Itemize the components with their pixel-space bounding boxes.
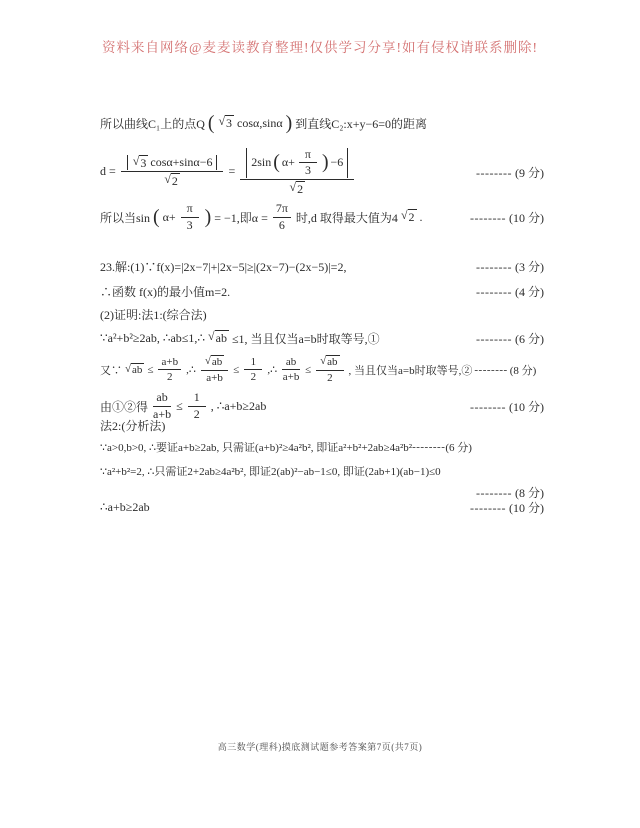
radical-sign: √ [132,154,140,169]
text-segment: −6 [330,154,344,169]
score-mark [468,330,544,347]
sqrt-radical [133,155,149,170]
radical-sign: √ [218,114,226,129]
text-segment: ≤ [233,363,240,376]
text-segment: ,∴ [186,364,196,377]
big-paren-left: ( [273,151,280,174]
text-segment: 时,d 取得最大值为4 [295,210,398,225]
line-min-value [100,282,544,300]
numerator [316,355,343,371]
leader-dots: -------- [474,363,508,376]
sqrt-radical [208,330,229,345]
score-value: (10 分) [509,210,544,225]
radicand: 2 [297,182,304,197]
leader-dots: -------- [476,485,512,500]
denominator: a+b [153,406,172,421]
radical-sign: √ [204,355,211,368]
abs-bar [347,148,348,179]
line-sqrt-inequality-step [100,352,544,388]
text-segment: ∴函数 f(x)的最小值m=2. [100,284,231,299]
text-segment: ∵a>0,b>0, ∴要证a+b≥2ab, 只需证(a+b)²≥4a²b², 即证a²+b²+2ab≥4a²b² [100,442,413,454]
denominator: 3 [304,163,311,178]
line-amgm-step [100,327,544,349]
score-value: (8 分) [509,364,537,377]
score-value: (10 分) [509,399,544,414]
radicand: ab [211,356,223,369]
leader-dots: -------- [476,331,512,346]
score-mark [462,398,544,415]
numerator: a+b [158,356,181,371]
leader-dots: -------- [476,284,512,299]
fraction [240,148,354,197]
text-segment: 由①②得 [100,399,149,414]
fraction [316,355,343,385]
text-segment: 法2:(分析法) [100,418,166,433]
sqrt-radical [164,173,180,188]
denominator: 2 [327,372,333,385]
text-segment: 到直线C₂:x+y−6=0的距离 [295,116,428,131]
line-23-part1 [100,257,544,275]
big-paren-right: ) [285,111,293,134]
sqrt-radical [289,181,305,196]
text-segment: , 当且仅当a=b时取等号,② [348,364,473,377]
numerator: π [181,202,199,218]
line-analysis-step2 [100,461,544,481]
text-segment: 2sin [251,154,272,169]
score-mark [462,209,544,226]
score-value: (6 分) [445,442,472,454]
radicand: ab [327,356,338,369]
line-method2-header [100,417,544,433]
numerator [240,148,354,181]
text-segment: 23.解:(1)∵f(x)=|2x−7|+|2x−5|≥|(2x−7)−(2x−5)|=2, [100,259,347,274]
text-segment: α+ [281,154,295,169]
score-mark [468,283,544,300]
denominator: 2 [250,371,257,384]
numerator: 1 [188,391,206,407]
text-segment: ,∴ [267,364,278,377]
denominator: a+b [282,371,300,384]
fraction [181,202,199,233]
radicand: 3 [226,116,233,131]
abs-bar [246,148,247,179]
text-segment: ≤ [147,363,154,376]
leader-dots: -------- [470,500,506,515]
denominator [163,172,181,188]
leader-dots: -------- [476,165,512,180]
numerator [121,155,224,172]
denominator: 2 [193,406,200,421]
fraction [158,356,181,384]
leader-dots: -------- [470,399,506,414]
text-segment: (2)证明:法1:(综合法) [100,307,207,322]
score-value: (3 分) [515,259,544,274]
sqrt-radical [218,115,234,130]
numerator: 1 [244,356,262,371]
text-segment: ≤ [305,363,312,376]
leader-dots: -------- [470,210,506,225]
copyright-notice: 资料来自网络@麦麦读教育整理!仅供学习分享!如有侵权请联系删除! [102,40,538,55]
big-paren-right: ) [204,205,212,228]
text-segment: 所以曲线C₁上的点Q [100,116,205,131]
text-segment: ∵a²+b²=2, ∴只需证2+2ab≥4a²b², 即证2(ab)²−ab−1≤0, 即证(2ab+1)(ab−1)≤0 [100,466,441,478]
text-segment: ≤ [176,398,183,413]
score-value: (8 分) [515,485,544,500]
page-footer: 高三数学(理科)摸底测试题参考答案第7页(共7页) [217,742,423,752]
score-mark [468,164,544,181]
text-segment: ≤1, 当且仅当a=b时取等号,① [231,331,380,346]
text-segment: . [419,209,423,224]
score-value: (10 分) [509,500,544,515]
leader-dots: -------- [412,441,446,453]
big-paren-left: ( [153,205,160,228]
text-segment: 所以当sin [100,210,151,225]
fraction [121,155,224,189]
sqrt-radical [125,363,144,377]
line-final-conclusion [100,499,544,515]
abs-bar [216,155,217,170]
radicand: 3 [140,156,147,171]
text-segment: cosα+sinα−6 [150,154,213,169]
radicand: ab [132,363,143,376]
text-segment: , ∴a+b≥2ab [210,398,267,413]
fraction [244,356,262,384]
sqrt-radical [401,209,417,224]
denominator: a+b [206,372,223,385]
denominator [288,180,306,196]
score-value: (6 分) [515,331,544,346]
sqrt-radical [205,355,224,369]
radical-sign: √ [320,355,327,368]
line-proof-method1-header [100,305,544,323]
leader-dots: -------- [476,259,512,274]
numerator: ab [153,391,171,407]
text-segment: ∵a²+b²≥2ab, ∴ab≤1,∴ [100,330,206,345]
radical-sign: √ [125,362,132,375]
big-paren-right: ) [321,151,329,174]
radical-sign: √ [164,172,171,187]
score-value: (9 分) [515,165,544,180]
numerator: 7π [273,202,291,218]
line-curve-point-distance [100,112,544,134]
fraction [299,148,317,179]
radicand: 2 [171,174,178,189]
score-mark [462,499,544,516]
text-segment: ∴a+b≥2ab [100,499,150,514]
fraction [201,355,228,385]
radical-sign: √ [400,208,408,223]
text-segment: d = [100,164,116,179]
radicand: ab [215,331,227,346]
radical-sign: √ [289,180,297,195]
line-max-value [100,200,544,234]
big-paren-left: ( [207,111,215,134]
radical-sign: √ [208,329,215,344]
equals-sign: = [228,164,236,179]
denominator: 2 [167,371,173,384]
radicand: 2 [408,210,415,225]
abs-bar [127,155,128,170]
line-analysis-step1 [100,437,544,457]
text-segment: 又∵ [100,364,122,377]
text-segment: α+ [162,209,176,224]
denominator: 3 [186,217,193,232]
score-mark [468,258,544,275]
numerator [201,355,228,371]
sqrt-radical [320,355,339,369]
fraction [282,356,300,384]
denominator: 6 [278,217,285,232]
numerator: π [299,148,317,164]
score-value: (4 分) [515,284,544,299]
fraction [273,202,291,233]
line-distance-formula [100,146,544,198]
text-segment: = −1,即α = [214,210,268,225]
text-segment: cosα,sinα [237,115,283,130]
numerator: ab [282,356,300,371]
